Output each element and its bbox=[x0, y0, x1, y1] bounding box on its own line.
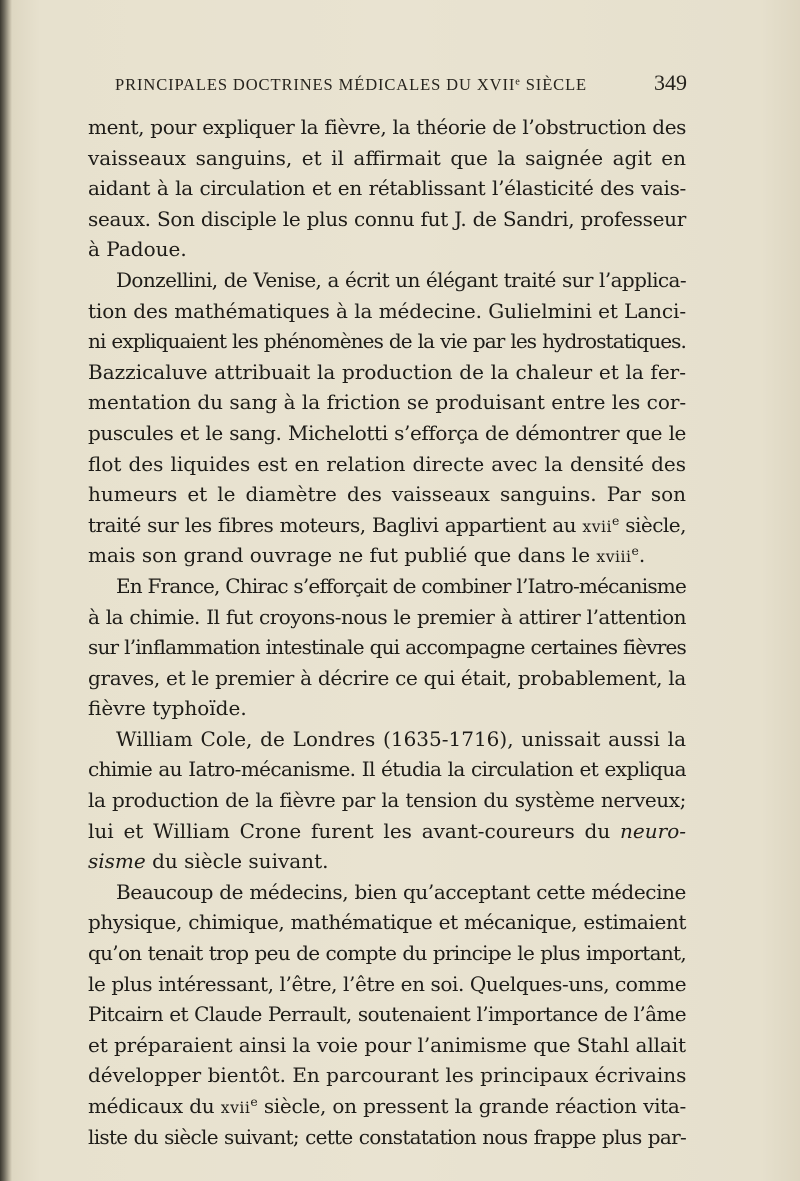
text-line bbox=[88, 173, 686, 204]
century-numeral: xvii bbox=[220, 1099, 251, 1117]
italic-term: sisme bbox=[88, 849, 146, 874]
text-line bbox=[88, 999, 686, 1030]
line-text: et préparaient ainsi la voie pour l’animisme que Stahl allait bbox=[88, 1032, 686, 1057]
text-line bbox=[88, 265, 686, 296]
line-text: physique, chimique, mathématique et mécanique, estimaient bbox=[88, 910, 686, 935]
binding-shadow bbox=[0, 0, 12, 1181]
page-header bbox=[115, 70, 687, 100]
line-text: William Cole, de Londres (1635-1716), unissait aussi la bbox=[116, 726, 686, 751]
text-line bbox=[88, 234, 686, 265]
text-line bbox=[88, 1060, 686, 1091]
line-text: humeurs et le diamètre des vaisseaux sanguins. Par son bbox=[88, 482, 686, 507]
text-line bbox=[88, 602, 686, 633]
text-line bbox=[88, 632, 686, 663]
line-text: médicaux du bbox=[88, 1094, 221, 1118]
line-text: Bazzicaluve attribuait la production de la chaleur et la fer- bbox=[88, 359, 686, 384]
text-line bbox=[88, 479, 686, 510]
line-text: qu’on tenait trop peu de compte du principe le plus important, bbox=[88, 941, 686, 966]
line-text-continued: . bbox=[638, 543, 646, 568]
text-line bbox=[88, 143, 686, 174]
line-text: ment, pour expliquer la fièvre, la théorie de l’obstruction des bbox=[88, 115, 686, 139]
line-text: tion des mathématiques à la médecine. Gulielmini et Lanci- bbox=[88, 298, 686, 323]
line-text-continued: siècle, bbox=[618, 512, 686, 537]
line-text-continued: siècle, on pressent la grande réaction vita- bbox=[257, 1094, 686, 1118]
line-text: fièvre typhoïde. bbox=[88, 696, 247, 721]
running-head-suffix: SIÈCLE bbox=[520, 75, 588, 94]
text-line bbox=[88, 540, 686, 571]
running-head bbox=[115, 75, 587, 95]
text-line bbox=[88, 326, 686, 357]
line-text: En France, Chirac s’efforçait de combiner l’Iatro-mécanisme bbox=[116, 573, 686, 598]
text-line bbox=[88, 846, 686, 877]
line-text: la production de la fièvre par la tension du système nerveux; bbox=[88, 788, 686, 813]
line-text: mentation du sang à la friction se produisant entre les cor- bbox=[88, 390, 687, 415]
text-line bbox=[88, 418, 686, 449]
text-line bbox=[88, 969, 686, 1000]
line-text: Beaucoup de médecins, bien qu’acceptant cette médecine bbox=[116, 879, 686, 904]
line-text: à la chimie. Il fut croyons-nous le premier à attirer l’attention bbox=[88, 604, 686, 629]
line-text: mais son grand ouvrage ne fut publié que dans le bbox=[88, 543, 597, 568]
text-line bbox=[88, 1030, 686, 1061]
text-line bbox=[88, 571, 686, 602]
text-line bbox=[88, 877, 686, 908]
text-line bbox=[88, 938, 686, 969]
text-line bbox=[88, 724, 686, 755]
text-line bbox=[88, 387, 686, 418]
line-text: le plus intéressant, l’être, l’être en soi. Quelques-uns, comme bbox=[88, 971, 687, 996]
line-text-continued: du siècle suivant. bbox=[145, 849, 329, 874]
line-text: ni expliquaient les phénomènes de la vie par les hydrostatiques. bbox=[88, 329, 686, 354]
century-numeral: xvii bbox=[582, 517, 612, 536]
line-text: aidant à la circulation et en rétablissant l’élasticité des vais- bbox=[88, 176, 686, 201]
line-text: à Padoue. bbox=[88, 237, 187, 262]
line-text: développer bientôt. En parcourant les principaux écrivains bbox=[88, 1063, 687, 1088]
line-text: lui et William Crone furent les avant-coureurs du bbox=[88, 818, 621, 843]
line-text: seaux. Son disciple le plus connu fut J. de Sandri, professeur bbox=[88, 206, 686, 231]
line-text: puscules et le sang. Michelotti s’efforça de démontrer que le bbox=[88, 420, 686, 445]
line-text: Pitcairn et Claude Perrault, soutenaient l’importance de l’âme bbox=[88, 1002, 686, 1027]
page-number: 349 bbox=[654, 70, 687, 95]
italic-term: neuro- bbox=[620, 818, 686, 843]
century-numeral: xviii bbox=[596, 548, 632, 567]
text-line bbox=[88, 907, 686, 938]
line-text: liste du siècle suivant; cette constatation nous frappe plus par- bbox=[88, 1124, 686, 1149]
body-text bbox=[88, 112, 686, 1152]
text-line bbox=[88, 112, 686, 143]
text-line bbox=[88, 693, 686, 724]
line-text: traité sur les fibres moteurs, Baglivi appartient au bbox=[88, 512, 583, 537]
line-text: Donzellini, de Venise, a écrit un élégant traité sur l’applica- bbox=[116, 267, 686, 292]
line-text: graves, et le premier à décrire ce qui était, probablement, la bbox=[88, 665, 686, 690]
text-line bbox=[88, 204, 686, 235]
text-line bbox=[88, 1091, 686, 1122]
running-head-text: PRINCIPALES DOCTRINES MÉDICALES DU XVII bbox=[115, 75, 516, 94]
text-line bbox=[88, 296, 686, 327]
text-line bbox=[88, 449, 686, 480]
text-line bbox=[88, 510, 686, 541]
text-line bbox=[88, 754, 686, 785]
text-line bbox=[88, 357, 686, 388]
text-line bbox=[88, 663, 686, 694]
text-line bbox=[88, 785, 686, 816]
line-text: chimie au Iatro-mécanisme. Il étudia la circulation et expliqua bbox=[88, 757, 686, 782]
text-line bbox=[88, 816, 686, 847]
line-text: flot des liquides est en relation directe avec la densité des bbox=[88, 451, 686, 476]
running-head-superscript: e bbox=[515, 76, 521, 88]
ordinal-superscript: e bbox=[612, 512, 619, 528]
text-line bbox=[88, 1122, 686, 1153]
line-text: sur l’inflammation intestinale qui accompagne certaines fièvres bbox=[88, 635, 686, 660]
ordinal-superscript: e bbox=[250, 1094, 258, 1110]
line-text: vaisseaux sanguins, et il affirmait que la saignée agit en bbox=[88, 145, 686, 170]
ordinal-superscript: e bbox=[631, 543, 639, 559]
